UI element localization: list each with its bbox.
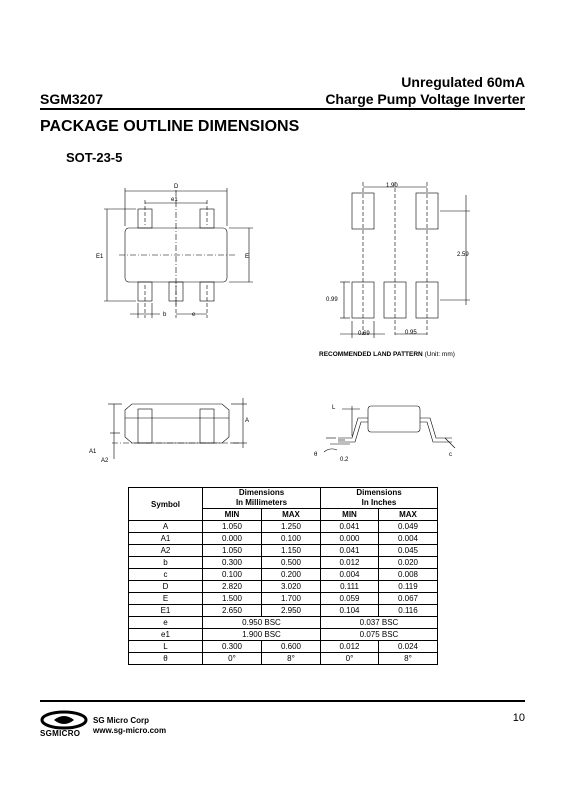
inch-max-cell: 0.116 — [379, 605, 438, 617]
table-row — [129, 617, 438, 629]
mm-min-cell: 2.820 — [203, 581, 262, 593]
symbol-cell: e1 — [129, 629, 203, 641]
sub-header: MIN — [321, 509, 379, 521]
mm-max-cell: 0.100 — [262, 533, 321, 545]
mm-max-cell: 0.500 — [262, 557, 321, 569]
label-0-69: 0.69 — [358, 331, 370, 337]
inch-min-cell: 0.041 — [321, 545, 379, 557]
mm-min-cell: 0.100 — [203, 569, 262, 581]
label-A2: A2 — [101, 458, 109, 464]
label-e: e — [192, 312, 196, 318]
inch-min-cell: 0° — [321, 653, 379, 665]
inch-max-cell: 0.008 — [379, 569, 438, 581]
side-view — [108, 398, 250, 459]
label-b: b — [163, 312, 167, 318]
mm-bsc-cell: 1.900 BSC — [203, 629, 321, 641]
inch-min-cell: 0.041 — [321, 521, 379, 533]
inch-header-line1: Dimensions — [356, 488, 402, 497]
symbol-cell: A — [129, 521, 203, 533]
land-pattern-caption-unit: (Unit: mm) — [422, 351, 455, 358]
mm-max-cell: 8° — [262, 653, 321, 665]
symbol-cell: A1 — [129, 533, 203, 545]
mm-max-cell: 1.700 — [262, 593, 321, 605]
table-row — [129, 593, 438, 605]
label-2-59: 2.59 — [457, 252, 469, 258]
inch-min-cell: 0.059 — [321, 593, 379, 605]
dimensions-table — [128, 487, 438, 665]
symbol-cell: A2 — [129, 545, 203, 557]
dimensions-table-body — [129, 521, 438, 665]
table-row — [129, 545, 438, 557]
mm-min-cell: 0.300 — [203, 641, 262, 653]
label-theta: θ — [314, 452, 318, 458]
label-gauge: 0.2 — [340, 457, 349, 463]
label-A1: A1 — [89, 449, 97, 455]
inch-min-cell: 0.000 — [321, 533, 379, 545]
symbol-cell: θ — [129, 653, 203, 665]
table-row — [129, 629, 438, 641]
sub-header: MIN — [203, 509, 262, 521]
mm-max-cell: 1.250 — [262, 521, 321, 533]
inch-max-cell: 8° — [379, 653, 438, 665]
part-number: SGM3207 — [40, 91, 104, 107]
inch-min-cell: 0.004 — [321, 569, 379, 581]
table-row — [129, 581, 438, 593]
brand-name: SGMICRO — [40, 729, 81, 738]
table-row — [129, 605, 438, 617]
label-D: D — [174, 184, 179, 190]
title-line-2: Charge Pump Voltage Inverter — [325, 91, 525, 107]
package-name: SOT-23-5 — [66, 150, 123, 165]
inch-min-cell: 0.104 — [321, 605, 379, 617]
symbol-cell: b — [129, 557, 203, 569]
mm-min-cell: 1.500 — [203, 593, 262, 605]
mm-max-cell: 3.020 — [262, 581, 321, 593]
label-e1: e1 — [171, 197, 178, 203]
label-1-90: 1.90 — [386, 183, 398, 189]
page-number: 10 — [512, 712, 525, 724]
land-pattern-caption-bold: RECOMMENDED LAND PATTERN — [319, 351, 423, 358]
mm-bsc-cell: 0.950 BSC — [203, 617, 321, 629]
inch-min-cell: 0.012 — [321, 641, 379, 653]
inch-header-line2: In Inches — [361, 498, 397, 507]
mm-max-cell: 0.600 — [262, 641, 321, 653]
table-row — [129, 569, 438, 581]
land-pattern — [340, 182, 470, 338]
mm-min-cell: 0° — [203, 653, 262, 665]
table-row — [129, 533, 438, 545]
land-pattern-caption — [319, 351, 455, 358]
mm-header-line2: In Millimeters — [235, 498, 288, 507]
symbol-cell: E1 — [129, 605, 203, 617]
label-E: E — [245, 254, 250, 260]
label-L: L — [332, 405, 336, 411]
inch-bsc-cell: 0.075 BSC — [321, 629, 438, 641]
company-website[interactable]: www.sg-micro.com — [93, 726, 167, 735]
label-0-99: 0.99 — [326, 297, 338, 303]
inch-header — [321, 488, 438, 509]
inch-max-cell: 0.020 — [379, 557, 438, 569]
mm-min-cell: 1.050 — [203, 521, 262, 533]
mm-min-cell: 1.050 — [203, 545, 262, 557]
title-line-1: Unregulated 60mA — [401, 74, 525, 90]
sgmicro-logo-icon — [40, 710, 88, 730]
table-row — [129, 557, 438, 569]
table-row — [129, 521, 438, 533]
mm-header — [203, 488, 321, 509]
footer-rule — [40, 700, 525, 702]
inch-max-cell: 0.067 — [379, 593, 438, 605]
table-row — [129, 653, 438, 665]
symbol-header: Symbol — [129, 488, 203, 521]
label-E1: E1 — [96, 254, 104, 260]
symbol-cell: e — [129, 617, 203, 629]
label-c: c — [449, 452, 452, 458]
inch-max-cell: 0.045 — [379, 545, 438, 557]
mm-max-cell: 1.150 — [262, 545, 321, 557]
sub-header: MAX — [262, 509, 321, 521]
company-name: SG Micro Corp — [93, 716, 150, 725]
label-0-95: 0.95 — [405, 330, 417, 336]
mm-min-cell: 2.650 — [203, 605, 262, 617]
mm-min-cell: 0.300 — [203, 557, 262, 569]
mm-min-cell: 0.000 — [203, 533, 262, 545]
inch-min-cell: 0.111 — [321, 581, 379, 593]
symbol-cell: D — [129, 581, 203, 593]
symbol-cell: E — [129, 593, 203, 605]
section-title: PACKAGE OUTLINE DIMENSIONS — [40, 118, 300, 135]
table-row — [129, 641, 438, 653]
label-A: A — [245, 418, 250, 424]
symbol-cell: c — [129, 569, 203, 581]
mm-header-line1: Dimensions — [238, 488, 285, 497]
top-view — [104, 188, 253, 318]
mm-max-cell: 2.950 — [262, 605, 321, 617]
inch-max-cell: 0.004 — [379, 533, 438, 545]
inch-max-cell: 0.049 — [379, 521, 438, 533]
inch-min-cell: 0.012 — [321, 557, 379, 569]
end-view — [324, 406, 455, 452]
inch-max-cell: 0.024 — [379, 641, 438, 653]
inch-max-cell: 0.119 — [379, 581, 438, 593]
symbol-cell: L — [129, 641, 203, 653]
sub-header: MAX — [379, 509, 438, 521]
mm-max-cell: 0.200 — [262, 569, 321, 581]
inch-bsc-cell: 0.037 BSC — [321, 617, 438, 629]
